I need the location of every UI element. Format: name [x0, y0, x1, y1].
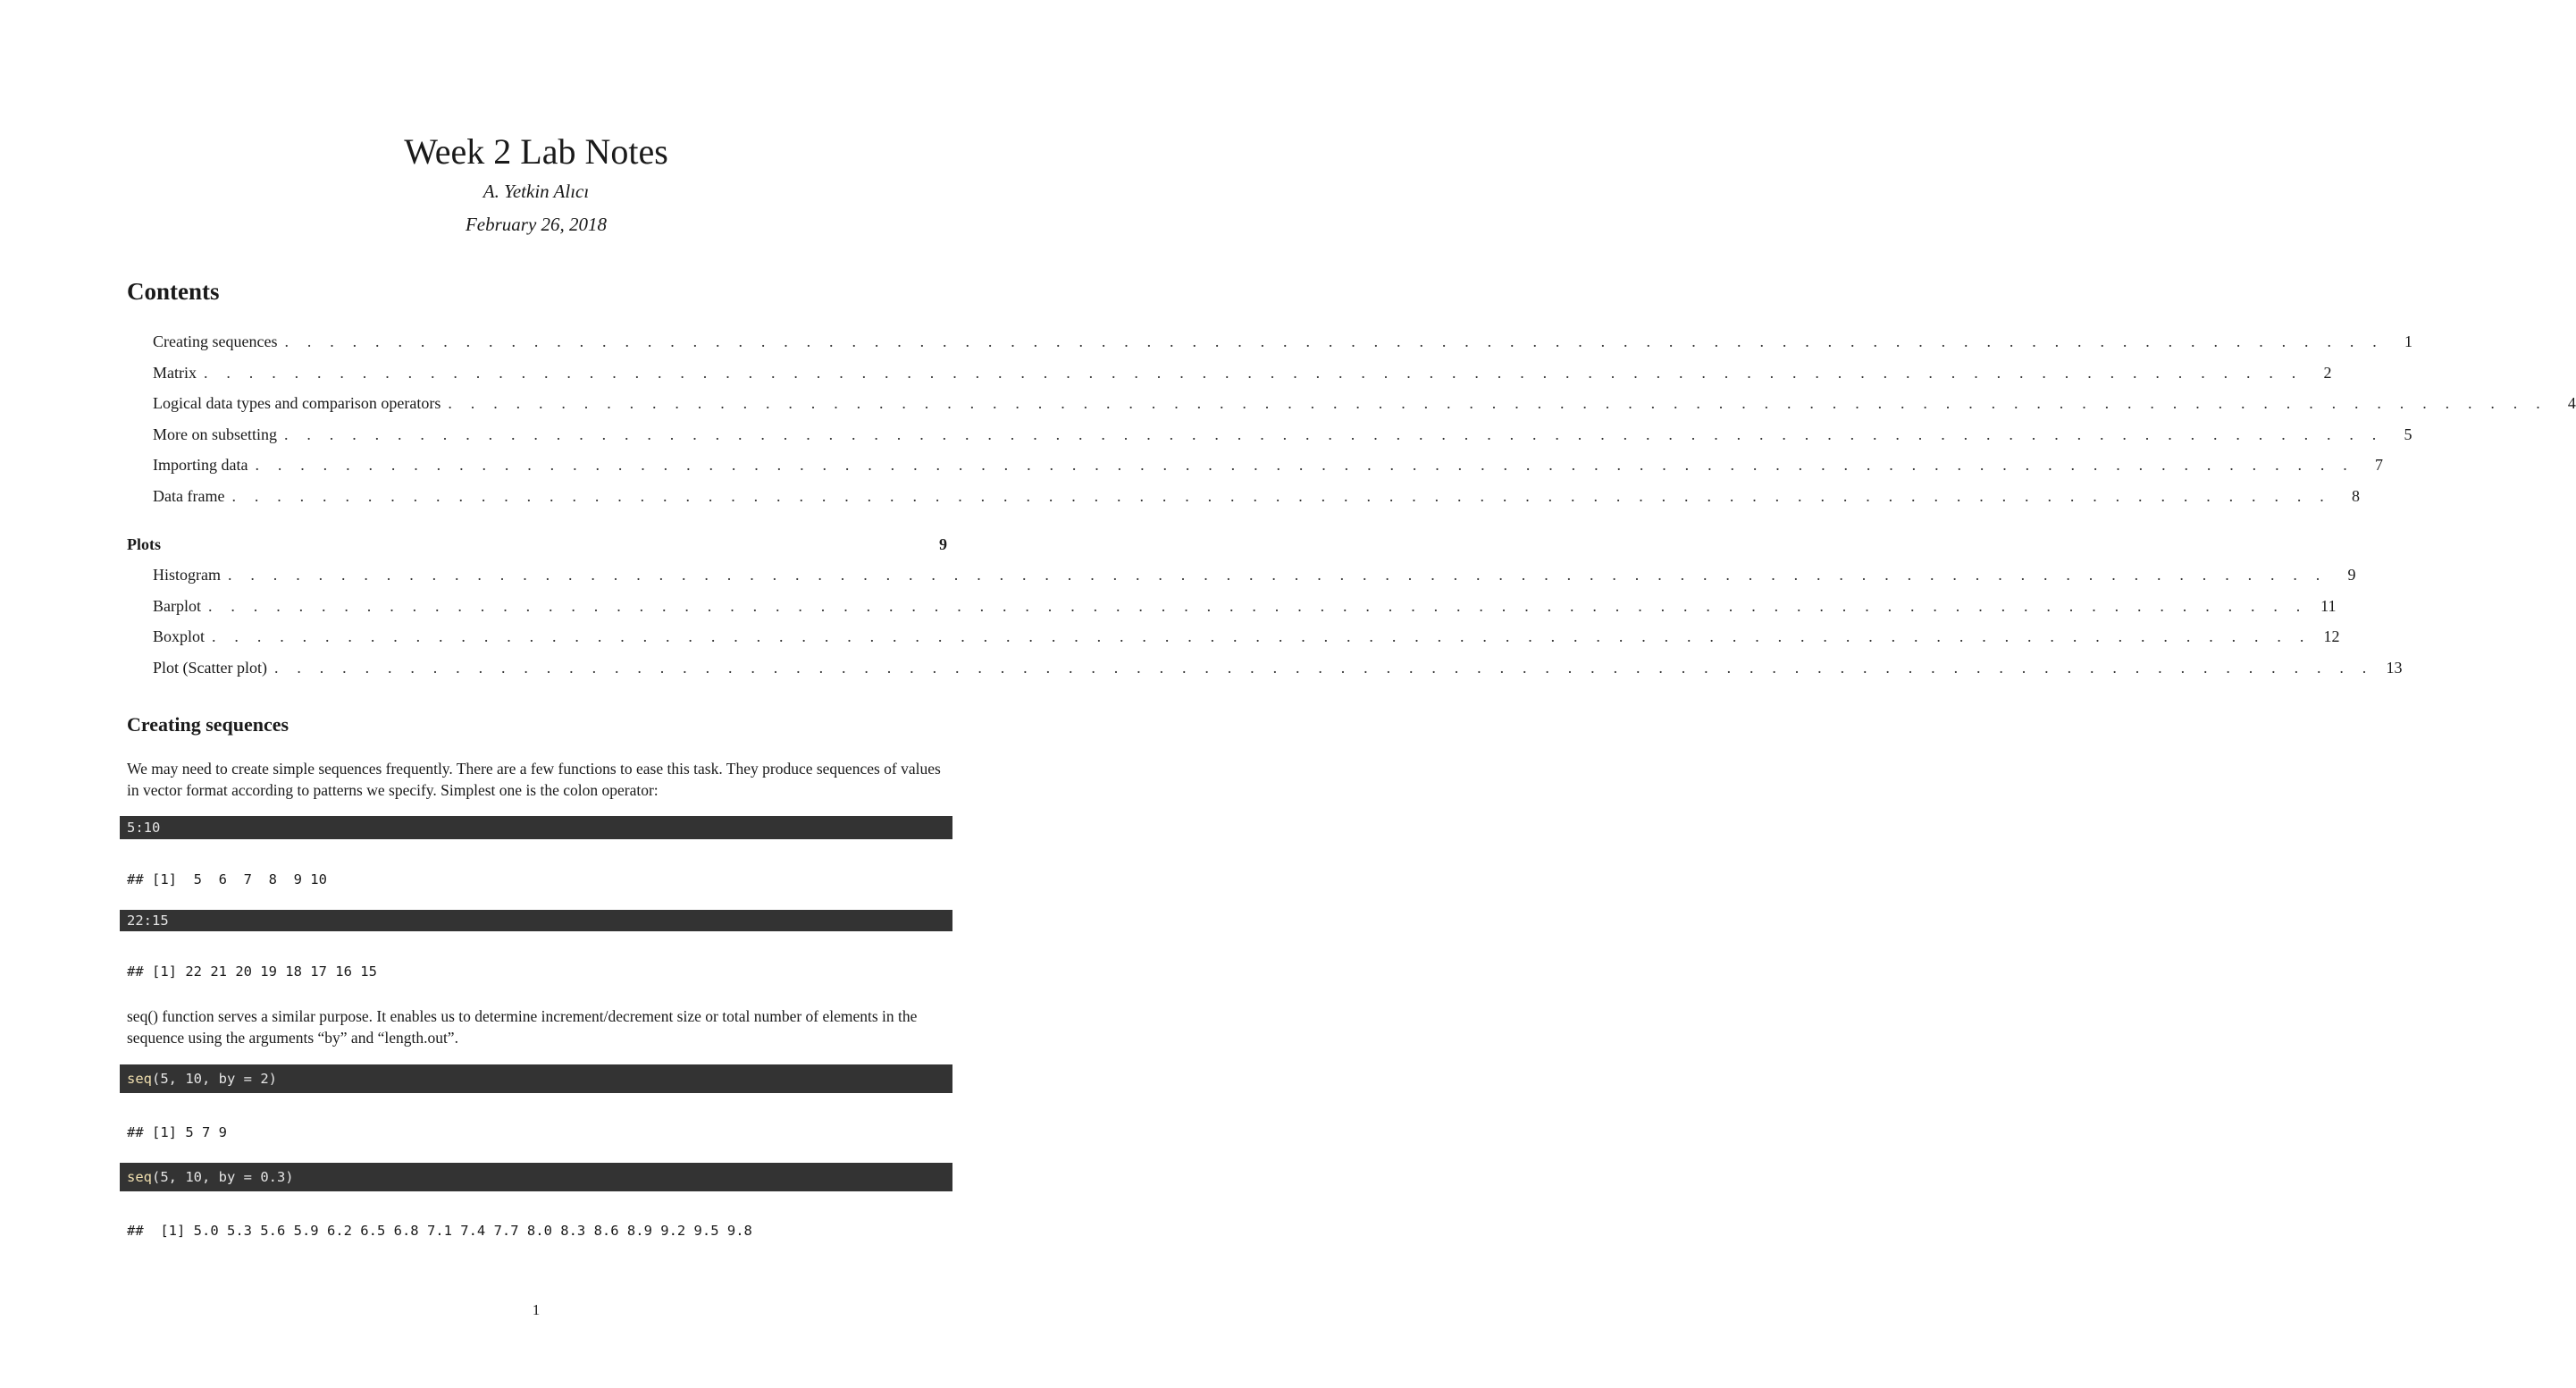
page-number: 1: [532, 1301, 541, 1318]
toc-leader-dots: . . . . . . . . . . . . . . . . . . . . . . . . . . . . . . . . . . . . . . . . . . . . . . . . . . . . . . . . . . . . . . . . . . . . . . . . . . . . . . . . . . . . . . . . . . . . .: [204, 363, 2303, 382]
toc-leader-dots: . . . . . . . . . . . . . . . . . . . . . . . . . . . . . . . . . . . . . . . . . . . . . . . . . . . . . . . . . . . . . . . . . . . . . . . . . . . . . . . . . . . . . . . . . . . . .: [212, 627, 2312, 646]
code-output: ## [1] 5 7 9: [127, 1124, 227, 1140]
toc-entry-label: Plot (Scatter plot): [153, 658, 267, 677]
document-author: A. Yetkin Alıcı: [482, 181, 590, 202]
code-text: (5, 10, by = 0.3): [152, 1169, 294, 1185]
toc-entry-page: 8: [2351, 486, 2360, 505]
toc-entry-plots[interactable]: [127, 533, 947, 564]
toc-entry-histogram[interactable]: [127, 563, 2356, 594]
code-output: ## [1] 22 21 20 19 18 17 16 15: [127, 963, 377, 980]
toc-leader-dots: . . . . . . . . . . . . . . . . . . . . . . . . . . . . . . . . . . . . . . . . . . . . . . . . . . . . . . . . . . . . . . . . . . . . . . . . . . . . . . . . . . . . . . . . . . . . .: [448, 394, 2547, 413]
code-function-name: seq: [127, 1071, 152, 1087]
toc-entry-page: 7: [2374, 456, 2383, 475]
toc-leader-dots: . . . . . . . . . . . . . . . . . . . . . . . . . . . . . . . . . . . . . . . . . . . . . . . . . . . . . . . . . . . . . . . . . . . . . . . . . . . . . . . . . . . . . . . . . . . . .: [273, 658, 2374, 677]
toc-entry-page: 2: [2323, 363, 2332, 382]
toc-entry-label: Barplot: [153, 596, 201, 615]
paragraph: seq() function serves a similar purpose. It enables us to determine increment/decrement size or total number of elements in the sequence using the arguments “by” and “length.out”.: [127, 1007, 918, 1047]
document-date: February 26, 2018: [465, 214, 608, 235]
toc-entry-page: 13: [2386, 658, 2403, 677]
toc-entry-label: Histogram: [153, 566, 221, 585]
toc-leader-dots: . . . . . . . . . . . . . . . . . . . . . . . . . . . . . . . . . . . . . . . . . . . . . . . . . . . . . . . . . . . . . . . . . . . . . . . . . . . . . . . . . . . . . . . . . . . . .: [231, 486, 2331, 505]
code-block: [120, 1163, 952, 1191]
toc-entry-creating-sequences[interactable]: [127, 330, 2412, 361]
toc-entry-page: 4: [2567, 394, 2576, 413]
code-block: [120, 816, 952, 839]
document-title: Week 2 Lab Notes: [404, 131, 668, 172]
table-of-contents: [127, 330, 2576, 687]
toc-entry-label: Plots: [127, 534, 161, 553]
toc-entry-boxplot[interactable]: [127, 625, 2340, 656]
code-output: ## [1] 5.0 5.3 5.6 5.9 6.2 6.5 6.8 7.1 7.4 7.7 8.0 8.3 8.6 8.9 9.2 9.5 9.8: [127, 1223, 752, 1239]
contents-heading: Contents: [127, 278, 220, 305]
toc-entry-barplot[interactable]: [127, 594, 2337, 626]
toc-entry-label: Creating sequences: [153, 332, 278, 350]
toc-leader-dots: . . . . . . . . . . . . . . . . . . . . . . . . . . . . . . . . . . . . . . . . . . . . . . . . . . . . . . . . . . . . . . . . . . . . . . . . . . . . . . . . . . . . . . . . . . . . .: [284, 425, 2384, 443]
toc-entry-matrix[interactable]: [127, 361, 2332, 392]
toc-entry-page: 5: [2404, 425, 2412, 443]
toc-entry-label: Boxplot: [153, 627, 206, 646]
toc-entry-label: Importing data: [153, 456, 248, 475]
toc-entry-label: More on subsetting: [153, 425, 277, 443]
toc-entry-more-on-subsetting[interactable]: [127, 423, 2412, 454]
section-heading: Creating sequences: [127, 713, 289, 736]
code-text: 22:15: [127, 913, 169, 929]
toc-leader-dots: . . . . . . . . . . . . . . . . . . . . . . . . . . . . . . . . . . . . . . . . . . . . . . . . . . . . . . . . . . . . . . . . . . . . . . . . . . . . . . . . . . . . . . . . . . . . .: [228, 566, 2328, 585]
code-block: [120, 1064, 952, 1093]
code-function-name: seq: [127, 1169, 152, 1185]
toc-entry-page: 9: [2347, 566, 2356, 585]
toc-entry-page: 12: [2323, 627, 2340, 646]
toc-entry-importing-data[interactable]: [127, 453, 2383, 484]
toc-entry-page: 1: [2404, 332, 2412, 350]
code-block: [120, 910, 952, 931]
toc-entry-page: 9: [939, 534, 947, 553]
code-text: (5, 10, by = 2): [152, 1071, 277, 1087]
toc-entry-label: Matrix: [153, 363, 197, 382]
toc-entry-label: Logical data types and comparison operators: [153, 394, 441, 413]
toc-leader-dots: . . . . . . . . . . . . . . . . . . . . . . . . . . . . . . . . . . . . . . . . . . . . . . . . . . . . . . . . . . . . . . . . . . . . . . . . . . . . . . . . . . . . . . . . . . . . .: [255, 456, 2354, 475]
toc-leader-dots: . . . . . . . . . . . . . . . . . . . . . . . . . . . . . . . . . . . . . . . . . . . . . . . . . . . . . . . . . . . . . . . . . . . . . . . . . . . . . . . . . . . . . . . . . . . . .: [284, 332, 2384, 350]
toc-entry-page: 11: [2320, 596, 2337, 615]
code-output: ## [1] 5 6 7 8 9 10: [127, 871, 327, 887]
paragraph: We may need to create simple sequences frequently. There are a few functions to ease this task. They produce sequences of values in vector format according to patterns we specify. Simplest one is the colon operator:: [127, 760, 941, 799]
toc-entry-data-frame[interactable]: [127, 484, 2360, 516]
toc-entry-logical-data-types[interactable]: [127, 391, 2576, 423]
toc-leader-dots: . . . . . . . . . . . . . . . . . . . . . . . . . . . . . . . . . . . . . . . . . . . . . . . . . . . . . . . . . . . . . . . . . . . . . . . . . . . . . . . . . . . . . . . . . . . . .: [208, 596, 2308, 615]
code-text: 5:10: [127, 820, 161, 836]
toc-entry-label: Data frame: [153, 486, 225, 505]
toc-entry-scatter-plot[interactable]: [127, 656, 2403, 687]
